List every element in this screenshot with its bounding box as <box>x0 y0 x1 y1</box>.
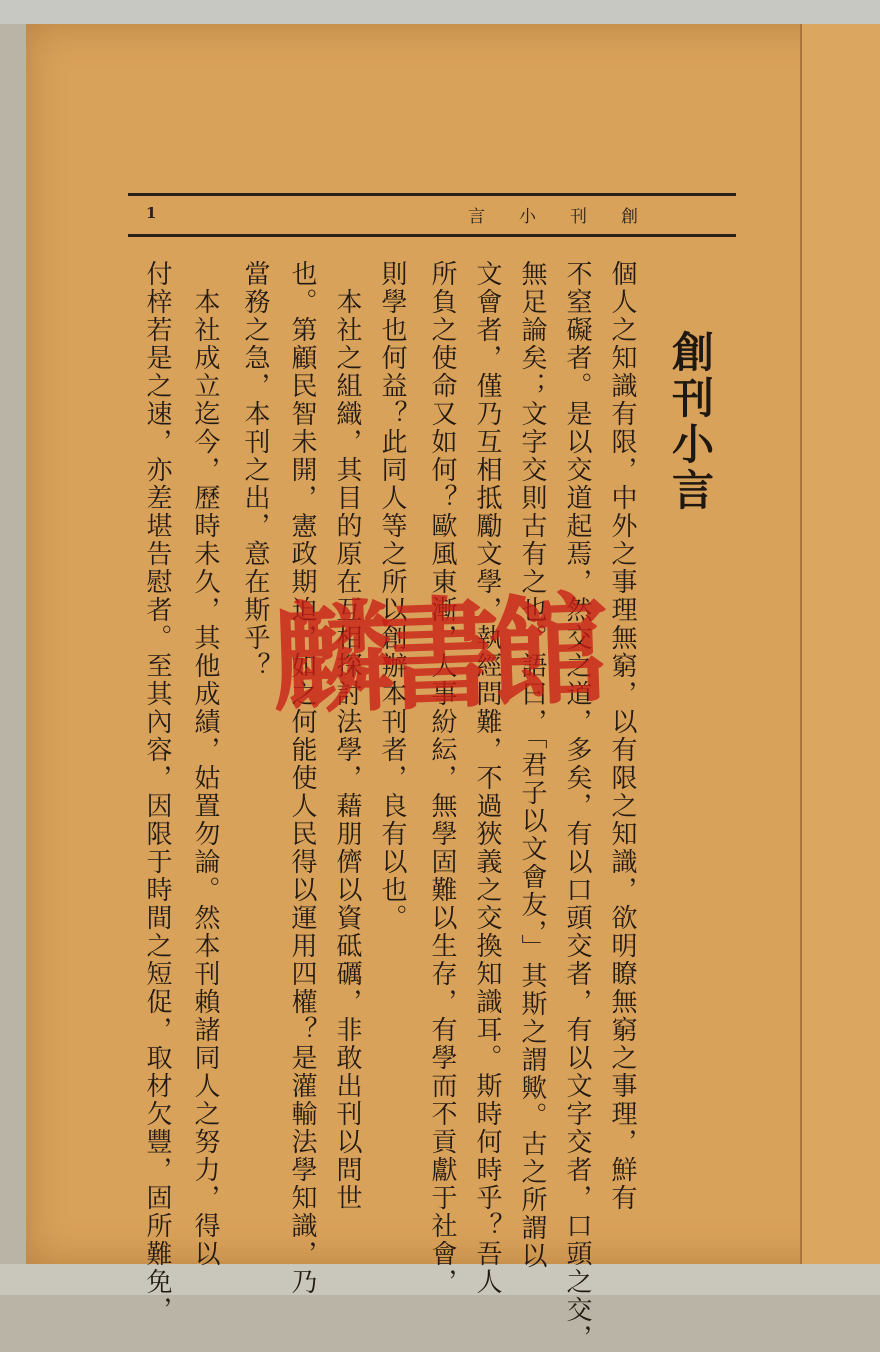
text-column-5: 所負之使命又如何？歐風東漸，人事紛紜，無學固難以生存，有學而不貢獻于社會， <box>427 260 457 1296</box>
text-column-2: 不窒礙者。是以交道起焉，然交之道，多矣，有以口頭交者，有以文字交者，口頭之交， <box>562 260 592 1352</box>
scan-background-top <box>0 0 880 24</box>
text-column-6: 則學也何益？此同人等之所以創辦本刊者，良有以也。 <box>377 260 407 932</box>
text-column-7: 本社之組織，其目的原在互相探討法學，藉朋儕以資砥礪，非敢出刊以問世 <box>332 260 362 1212</box>
running-title <box>468 202 638 227</box>
header-rule-bottom <box>128 234 736 237</box>
running-title-char: 小 <box>519 207 536 227</box>
page-number: 1 <box>146 204 157 222</box>
header-rule-top <box>128 193 736 196</box>
running-title-char: 刊 <box>570 207 587 227</box>
text-column-1: 個人之知識有限，中外之事理無窮，以有限之知識，欲明瞭無窮之事理，鮮有 <box>607 260 637 1212</box>
page-fold-edge <box>800 24 880 1264</box>
text-column-9: 當務之急，本刊之出，意在斯乎？ <box>240 260 270 680</box>
text-column-4: 文會者，僅乃互相抵勵文學，執經問難，不過狹義之交換知識耳。斯時何時乎？吾人 <box>472 260 502 1296</box>
running-title-char: 創 <box>621 207 638 227</box>
text-column-10: 本社成立迄今，歷時未久，其他成績，姑置勿論。然本刊賴諸同人之努力，得以 <box>190 260 220 1268</box>
text-column-11: 付梓若是之速，亦差堪告慰者。至其內容，因限于時間之短促，取材欠豐，固所難免， <box>142 260 172 1324</box>
running-title-char: 言 <box>468 207 485 227</box>
text-column-3: 無足論矣；文字交則古有之也。語曰，「君子以文會友，」其斯之謂歟。古之所謂以 <box>517 260 547 1270</box>
article-title: 創刊小言 <box>666 330 715 514</box>
text-column-8: 也。第顧民智未開，憲政期迫，如之何能使人民得以運用四權？是灌輸法學知識，乃 <box>287 260 317 1296</box>
running-header <box>128 200 736 228</box>
library-seal-stamp: 麟書館 <box>269 579 599 732</box>
